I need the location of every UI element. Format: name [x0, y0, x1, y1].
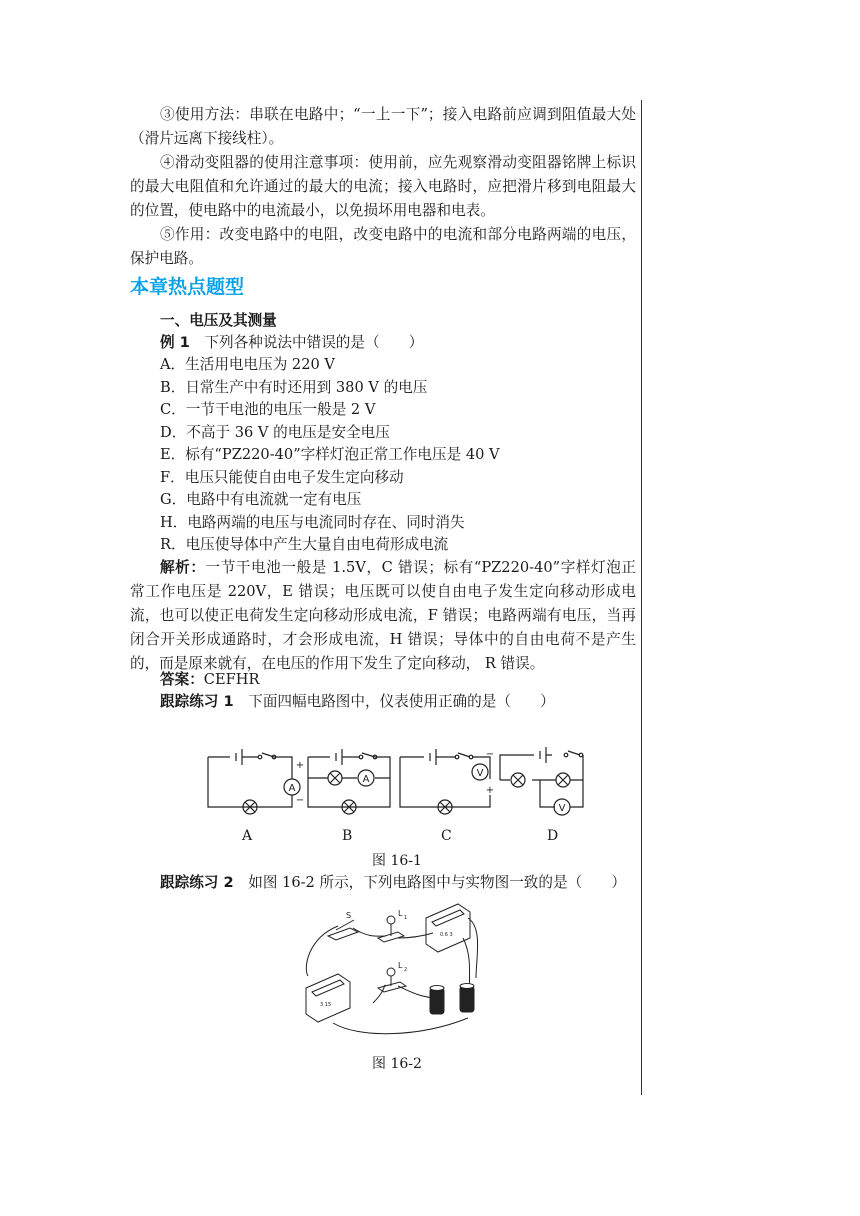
circuit-c	[400, 749, 490, 814]
paragraph-function: ⑤作用：改变电路中的电阻，改变电路中的电流和部分电路两端的电压，保护电路。	[130, 226, 636, 267]
lamp1-label: L	[398, 909, 403, 918]
panel-label-b: B	[342, 828, 353, 844]
option-c: C．一节干电池的电压一般是 2 V	[160, 401, 376, 418]
example1-answer	[160, 668, 666, 692]
option-a: A．生活用电电压为 220 V	[160, 356, 335, 373]
practice2-label: 跟踪练习 2	[160, 874, 234, 891]
battery-cells-icon	[430, 984, 474, 1015]
circuit-a	[208, 749, 300, 814]
subsection-heading: 一、电压及其测量	[160, 312, 277, 329]
panel-label-a: A	[242, 828, 253, 844]
option-h: H．电路两端的电压与电流同时存在、同时消失	[160, 514, 465, 531]
answer-label: 答案：	[160, 671, 204, 688]
right-margin-line	[641, 100, 642, 1095]
option-b: B．日常生产中有时还用到 380 V 的电压	[160, 379, 428, 396]
answer-text: CEFHR	[203, 671, 260, 688]
lamp2-label: L	[398, 961, 403, 970]
ammeter-scale: 0.6 3	[440, 932, 453, 938]
option-f: F．电压只能使自由电子发生定向移动	[160, 469, 404, 486]
example1-analysis	[130, 556, 636, 676]
wire	[306, 926, 338, 976]
practice1-label: 跟踪练习 1	[160, 693, 234, 710]
physical-circuit-figure-16-2	[298, 898, 498, 1033]
panel-label-d: D	[547, 828, 559, 844]
figure-16-1-caption: 图 16-1	[372, 853, 422, 869]
paragraph-usage-method: ③使用方法：串联在电路中；“一上一下”；接入电路前应调到阻值最大处（滑片远离下接线柱）。	[130, 106, 636, 147]
option-r: R．电压使导体中产生大量自由电荷形成电流	[160, 536, 449, 553]
meter-letter-a: A	[288, 783, 296, 794]
circuit-b	[308, 749, 390, 814]
lamp2-subscript: 2	[404, 967, 408, 973]
section-title: 本章热点题型	[130, 276, 245, 298]
circuit-diagrams-figure-16-1	[200, 735, 600, 820]
option-e: E．标有“PZ220-40”字样灯泡正常工作电压是 40 V	[160, 446, 500, 463]
practice2-question	[160, 871, 666, 895]
lamp1-subscript: 1	[404, 915, 408, 921]
panel-label-c: C	[441, 828, 452, 844]
option-d: D．不高于 36 V 的电压是安全电压	[160, 424, 390, 441]
example1-question	[160, 331, 666, 355]
example1-question-text: 下列各种说法中错误的是（ ）	[189, 334, 424, 351]
example1-label: 例 1	[160, 334, 190, 351]
voltmeter-scale: 3 15	[320, 1002, 332, 1008]
switch-icon	[328, 920, 358, 940]
analysis-text: 一节干电池一般是 1.5V，C 错误；标有“PZ220-40”字样灯泡正常工作电压是 220V，E 错误；电压既可以使自由电子发生定向移动形成电流，也可以使正电荷发生定向移动形成电流，F 错误；电路两端有电压，当再闭合开关形成通路时，才会形成电流，H 错误；导体中的自由电荷不是产生的，而是原来就有，在电压的作用下发生了定向移动， R 错误。	[130, 559, 636, 672]
meter-letter-c: V	[476, 768, 484, 779]
ammeter-icon	[426, 904, 470, 952]
voltmeter-icon	[306, 974, 350, 1022]
minus-sign-a: −	[295, 795, 305, 806]
meter-letter-b: A	[362, 774, 370, 785]
circuit-d	[500, 747, 583, 815]
plus-sign-c: +	[485, 785, 495, 796]
figure-16-2-caption: 图 16-2	[372, 1056, 422, 1072]
option-g: G．电路中有电流就一定有电压	[160, 491, 362, 508]
practice1-question	[160, 690, 666, 714]
paragraph-precautions: ④滑动变阻器的使用注意事项：使用前，应先观察滑动变阻器铭牌上标识的最大电阻值和允许通过的最大的电流；接入电路时，应把滑片移到电阻最大的位置，使电路中的电流最小，以免损坏用电器和电表。	[130, 154, 636, 219]
lamp-l2-icon	[378, 968, 406, 992]
plus-sign-a: +	[295, 760, 305, 771]
switch-label: S	[346, 911, 352, 920]
practice2-question-text: 如图 16-2 所示，下列电路图中与实物图一致的是（ ）	[233, 874, 626, 891]
practice1-question-text: 下面四幅电路图中，仪表使用正确的是（ ）	[233, 693, 555, 710]
meter-letter-d: V	[558, 803, 566, 814]
minus-sign-c: −	[485, 749, 495, 760]
analysis-label: 解析：	[160, 559, 206, 576]
